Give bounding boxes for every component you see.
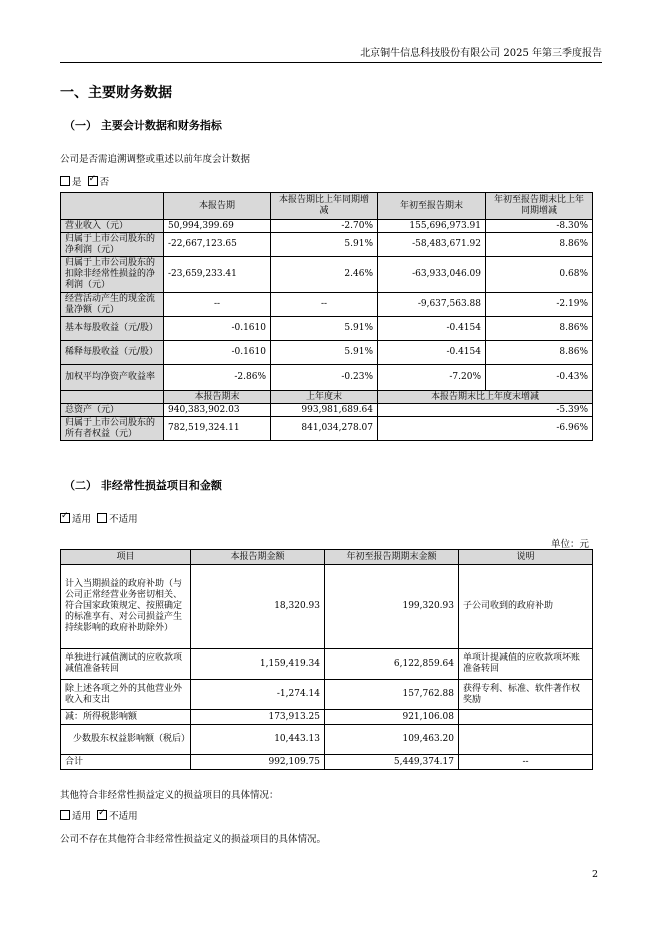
cell: 5.91% [271,233,378,257]
cell: -0.23% [271,365,378,391]
cell: -- [164,293,271,317]
table-row [61,710,593,725]
cell [459,725,593,755]
table-row [61,649,593,680]
t1-subheader-1: 本报告期末 [164,391,271,404]
cell [459,710,593,725]
nonrecurring-options [60,511,138,525]
cell: 173,913.25 [191,710,325,725]
cell: -2.70% [271,220,378,233]
cell: -22,667,123.65 [164,233,271,257]
cell: -- [459,755,593,770]
t2-header-3: 说明 [459,550,593,565]
cell: -58,483,671.92 [378,233,486,257]
t1-subheader-2: 上年度末 [271,391,378,404]
table-row [61,755,593,770]
page-header: 北京铜牛信息科技股份有限公司 2025 年第三季度报告 [60,44,602,63]
row-label: 经营活动产生的现金流量净额（元） [61,293,164,317]
table-row [61,365,593,391]
cell: 2.46% [271,257,378,293]
cell: 5,449,374.17 [325,755,459,770]
cell: 199,320.93 [325,565,459,649]
cell: 18,320.93 [191,565,325,649]
row-label: 营业收入（元） [61,220,164,233]
row-label: 基本每股收益（元/股） [61,317,164,341]
table-row [61,417,593,441]
t2-header-0: 项目 [61,550,191,565]
cell: -23,659,233.41 [164,257,271,293]
table-row [61,293,593,317]
other-items-options [60,808,138,822]
table-subheader-row [61,391,593,404]
checkbox-no-checked-icon[interactable] [88,176,98,186]
cell: 5.91% [271,317,378,341]
subsection-title-2: （二） 非经常性损益项目和金额 [64,479,222,492]
checkbox-other-applicable-icon[interactable] [60,810,70,820]
cell: -0.4154 [378,317,486,341]
table-row [61,680,593,710]
row-label: 归属于上市公司股东的扣除非经常性损益的净利润（元） [61,257,164,293]
cell: -0.43% [486,365,593,391]
t1-header-2: 本报告期比上年同期增减 [271,193,378,220]
cell: -8.30% [486,220,593,233]
cell: 782,519,324.11 [164,417,271,441]
option-not-applicable-label: 不适用 [109,514,138,525]
cell: 单项计提减值的应收款项坏账准备转回 [459,649,593,680]
subsection-title-1: （一） 主要会计数据和财务指标 [64,119,222,132]
table-row [61,220,593,233]
table-row [61,725,593,755]
cell: 50,994,399.69 [164,220,271,233]
cell: 109,463.20 [325,725,459,755]
row-label: 归属于上市公司股东的净利润（元） [61,233,164,257]
section-title: 一、主要财务数据 [60,85,172,101]
restatement-options [60,174,109,188]
closing-statement: 公司不存在其他符合非经常性损益定义的损益项目的具体情况。 [60,834,327,845]
cell: -9,637,563.88 [378,293,486,317]
t1-subheader-3: 本报告期末比上年度末增减 [378,391,593,404]
cell: 155,696,973.91 [378,220,486,233]
t2-header-1: 本报告期金额 [191,550,325,565]
cell: -0.1610 [164,341,271,365]
cell: -63,933,046.09 [378,257,486,293]
row-label: 单独进行减值测试的应收款项减值准备转回 [61,649,191,680]
row-label: 归属于上市公司股东的所有者权益（元） [61,417,164,441]
row-label: 加权平均净资产收益率 [61,365,164,391]
cell: -0.1610 [164,317,271,341]
option-applicable-label: 适用 [72,514,92,525]
t1-subheader-0 [61,391,164,404]
financial-data-table [60,192,593,441]
restatement-question: 公司是否需追溯调整或重述以前年度会计数据 [60,154,251,165]
row-label: 总资产（元） [61,404,164,417]
cell: 921,106.08 [325,710,459,725]
option-yes-label: 是 [72,177,82,188]
other-option-applicable-label: 适用 [72,811,92,822]
cell: 157,762.88 [325,680,459,710]
table-row [61,317,593,341]
t1-header-1: 本报告期 [164,193,271,220]
cell: 获得专利、标准、软件著作权奖励 [459,680,593,710]
row-label: 减：所得税影响额 [61,710,191,725]
cell: -2.86% [164,365,271,391]
table-row [61,257,593,293]
cell: 992,109.75 [191,755,325,770]
t2-header-2: 年初至报告期期末金额 [325,550,459,565]
checkbox-yes-icon[interactable] [60,176,70,186]
checkbox-other-not-applicable-checked-icon[interactable] [97,810,107,820]
row-label: 合计 [61,755,191,770]
table-row [61,404,593,417]
cell: 940,383,902.03 [164,404,271,417]
cell: 5.91% [271,341,378,365]
cell: 8.86% [486,341,593,365]
cell: 8.86% [486,317,593,341]
row-label: 除上述各项之外的其他营业外收入和支出 [61,680,191,710]
checkbox-not-applicable-icon[interactable] [97,513,107,523]
row-label: 稀释每股收益（元/股） [61,341,164,365]
t1-header-4: 年初至报告期末比上年同期增减 [486,193,593,220]
cell: 0.68% [486,257,593,293]
row-label: 少数股东权益影响额（税后） [61,725,191,755]
cell: -7.20% [378,365,486,391]
cell: -- [271,293,378,317]
t1-header-3: 年初至报告期末 [378,193,486,220]
cell: -2.19% [486,293,593,317]
other-items-question: 其他符合非经常性损益定义的损益项目的具体情况： [60,790,279,801]
cell: 1,159,419.34 [191,649,325,680]
cell: -6.96% [378,417,593,441]
table-row [61,233,593,257]
table-row [61,565,593,649]
page-number: 2 [591,869,598,880]
cell: -0.4154 [378,341,486,365]
cell: 841,034,278.07 [271,417,378,441]
row-label: 计入当期损益的政府补助（与公司正常经营业务密切相关、符合国家政策规定、按照确定的标准享有、对公司损益产生持续影响的政府补助除外） [61,565,191,649]
cell: 6,122,859.64 [325,649,459,680]
cell: -5.39% [378,404,593,417]
other-option-not-applicable-label: 不适用 [109,811,138,822]
option-no-label: 否 [99,177,110,188]
t1-header-0 [61,193,164,220]
unit-label: 单位：元 [550,539,589,550]
checkbox-applicable-checked-icon[interactable] [60,513,70,523]
cell: 子公司收到的政府补助 [459,565,593,649]
cell: 993,981,689.64 [271,404,378,417]
cell: 8.86% [486,233,593,257]
table-row [61,341,593,365]
cell: -1,274.14 [191,680,325,710]
nonrecurring-items-table [60,549,593,770]
cell: 10,443.13 [191,725,325,755]
